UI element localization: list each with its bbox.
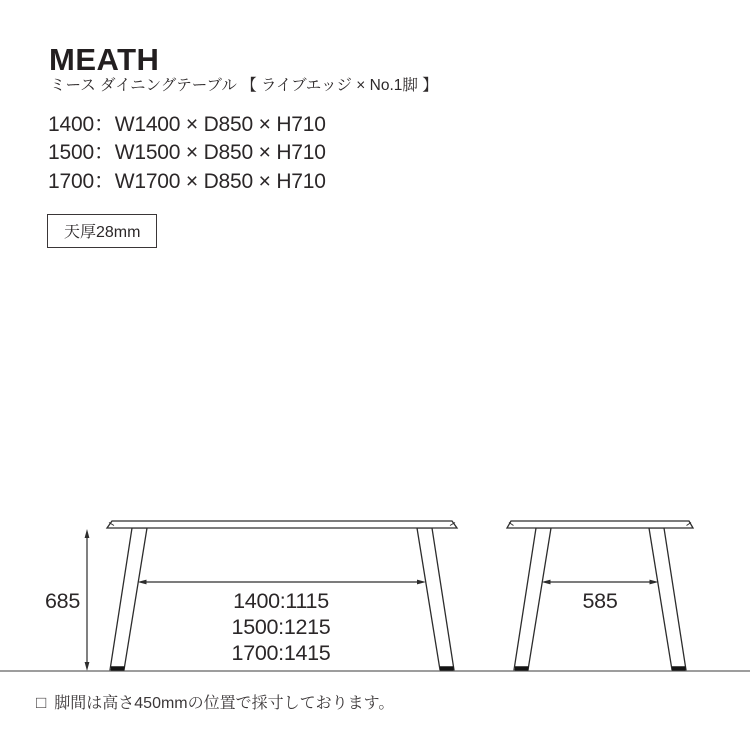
side-view [507, 521, 693, 670]
height-dimension-label: 685 [45, 589, 80, 613]
front-leg-span-label-1700: 1700:1415 [231, 641, 331, 665]
front-leg-span-label-1500: 1500:1215 [231, 615, 331, 639]
footnote-text: 脚間は高さ450mmの位置で採寸しております。 [54, 695, 395, 712]
front-leg-span-arrow [138, 580, 427, 585]
side-left-leg [514, 528, 551, 670]
measurement-footnote [36, 693, 394, 714]
front-right-leg [417, 528, 454, 670]
side-tabletop [507, 521, 693, 528]
side-leg-span-arrow [542, 580, 659, 585]
top-thickness-badge: 天厚28mm [47, 214, 157, 248]
front-left-leg [110, 528, 147, 670]
page-title: MEATH [49, 42, 160, 77]
front-leg-span-label-1400: 1400:1115 [233, 589, 329, 613]
side-right-leg [649, 528, 686, 670]
spec-line-1700: 1700：W1700 × D850 × H710 [48, 169, 326, 193]
spec-line-1400: 1400：W1400 × D850 × H710 [48, 113, 326, 136]
dimension-drawing [0, 495, 750, 705]
size-spec-list [48, 111, 326, 196]
square-bullet-icon: □ [36, 693, 47, 712]
side-leg-span-label: 585 [582, 589, 618, 613]
front-tabletop [107, 521, 457, 528]
product-subtitle: ミース ダイニングテーブル 【 ライブエッジ × No.1脚 】 [50, 77, 438, 94]
height-dimension-arrow [85, 529, 90, 671]
front-view [45, 521, 457, 671]
spec-line-1500: 1500：W1500 × D850 × H710 [48, 141, 326, 165]
